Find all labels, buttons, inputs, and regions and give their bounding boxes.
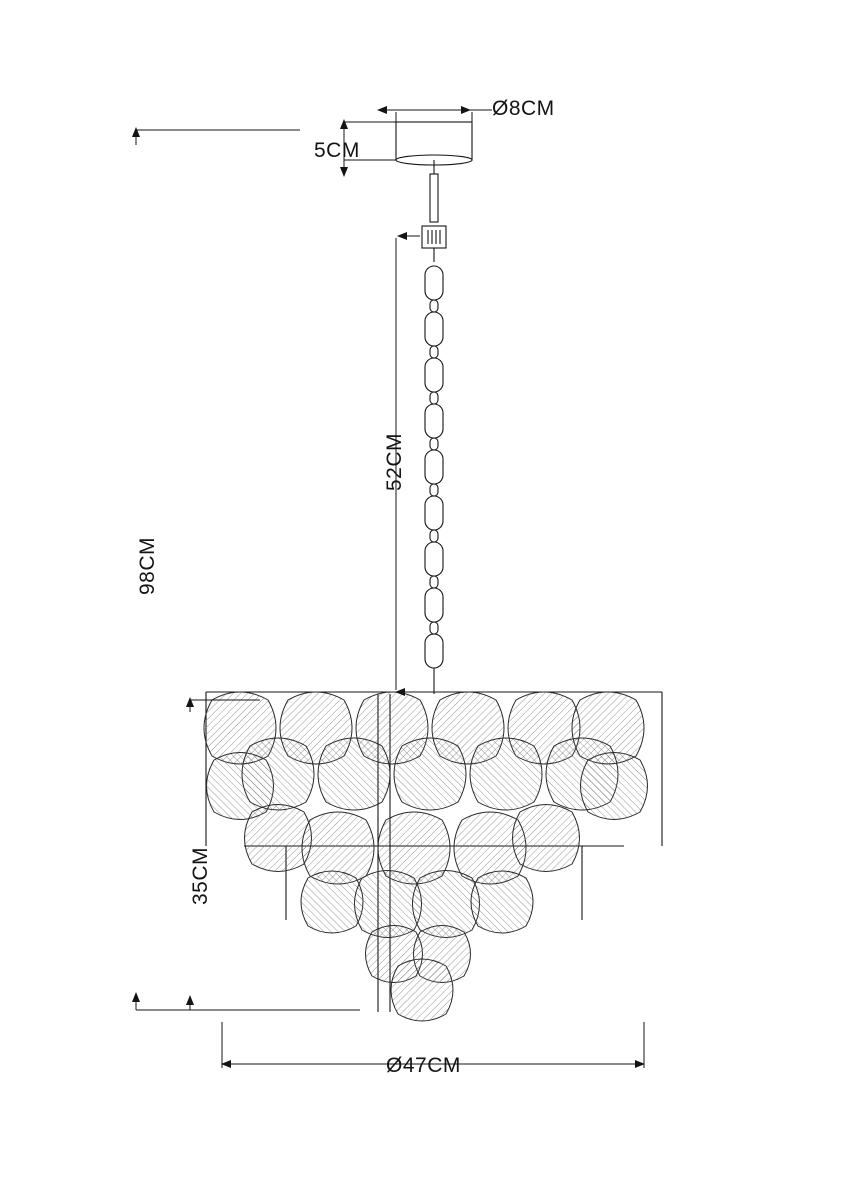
dimension-label-chain-drop: 52CM [383,432,407,492]
dimension-label-shade-diameter: Ø47CM [386,1054,461,1077]
suspension-chain [425,266,443,694]
glass-panel-tier-5 [366,926,471,1022]
glass-panel-tier-3 [245,805,580,885]
dimension-label-total-height: 98CM [136,536,160,596]
suspension-loop-bracket [422,226,446,262]
canopy-assembly [396,122,472,222]
dimension-label-shade-height: 35CM [189,846,213,906]
dimension-label-canopy-diameter: Ø8CM [492,97,555,120]
dimension-label-canopy-height: 5CM [314,139,360,162]
